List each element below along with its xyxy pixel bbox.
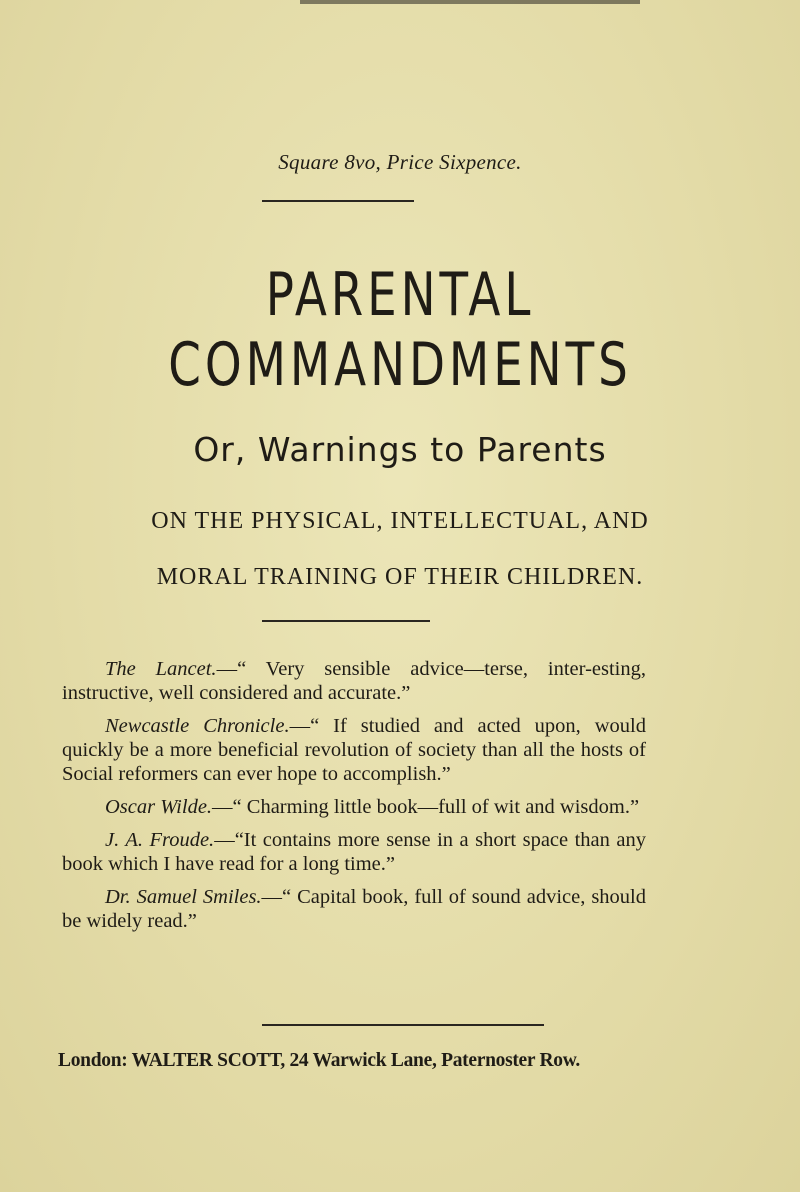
description-line-2: MORAL TRAINING OF THEIR CHILDREN. [156, 564, 644, 590]
review-quote: —“ Charming little book—full of wit and wisdom.” [212, 796, 640, 818]
review-source: Newcastle Chronicle. [105, 715, 290, 737]
review-source: The Lancet. [105, 658, 217, 680]
format-price-line: Square 8vo, Price Sixpence. [278, 150, 522, 174]
divider-rule [262, 620, 430, 622]
subtitle: Or, Warnings to Parents [193, 430, 607, 469]
title-line-2: COMMANDMENTS [168, 330, 632, 400]
description-line-1: ON THE PHYSICAL, INTELLECTUAL, AND [151, 508, 649, 534]
review-source: Dr. Samuel Smiles. [105, 886, 262, 908]
publisher-imprint: London: WALTER SCOTT, 24 Warwick Lane, Paternoster Row. [58, 1050, 580, 1071]
review-item [62, 885, 646, 933]
review-item [62, 657, 646, 705]
review-item [62, 714, 646, 786]
review-quote: —“ Capital book, full of sound advice, should be widely read.” [62, 886, 646, 932]
title-line-1: PARENTAL [265, 260, 535, 330]
press-reviews [62, 657, 646, 942]
review-source: Oscar Wilde. [105, 796, 213, 818]
review-item [62, 828, 646, 876]
review-quote: —“ If studied and acted upon, would quickly be a more beneficial revolution of society than all the hosts of Social reformers can ever hope to accomplish.” [62, 715, 646, 785]
review-source: J. A. Froude. [105, 829, 215, 851]
divider-rule [262, 1024, 544, 1026]
review-quote: —“ Very sensible advice—terse, inter-esting, instructive, well considered and accurate.” [62, 658, 646, 704]
top-edge-rule [300, 0, 640, 4]
review-item [62, 795, 646, 819]
divider-rule [262, 200, 414, 202]
review-quote: —“It contains more sense in a short space than any book which I have read for a long time.” [62, 829, 646, 875]
